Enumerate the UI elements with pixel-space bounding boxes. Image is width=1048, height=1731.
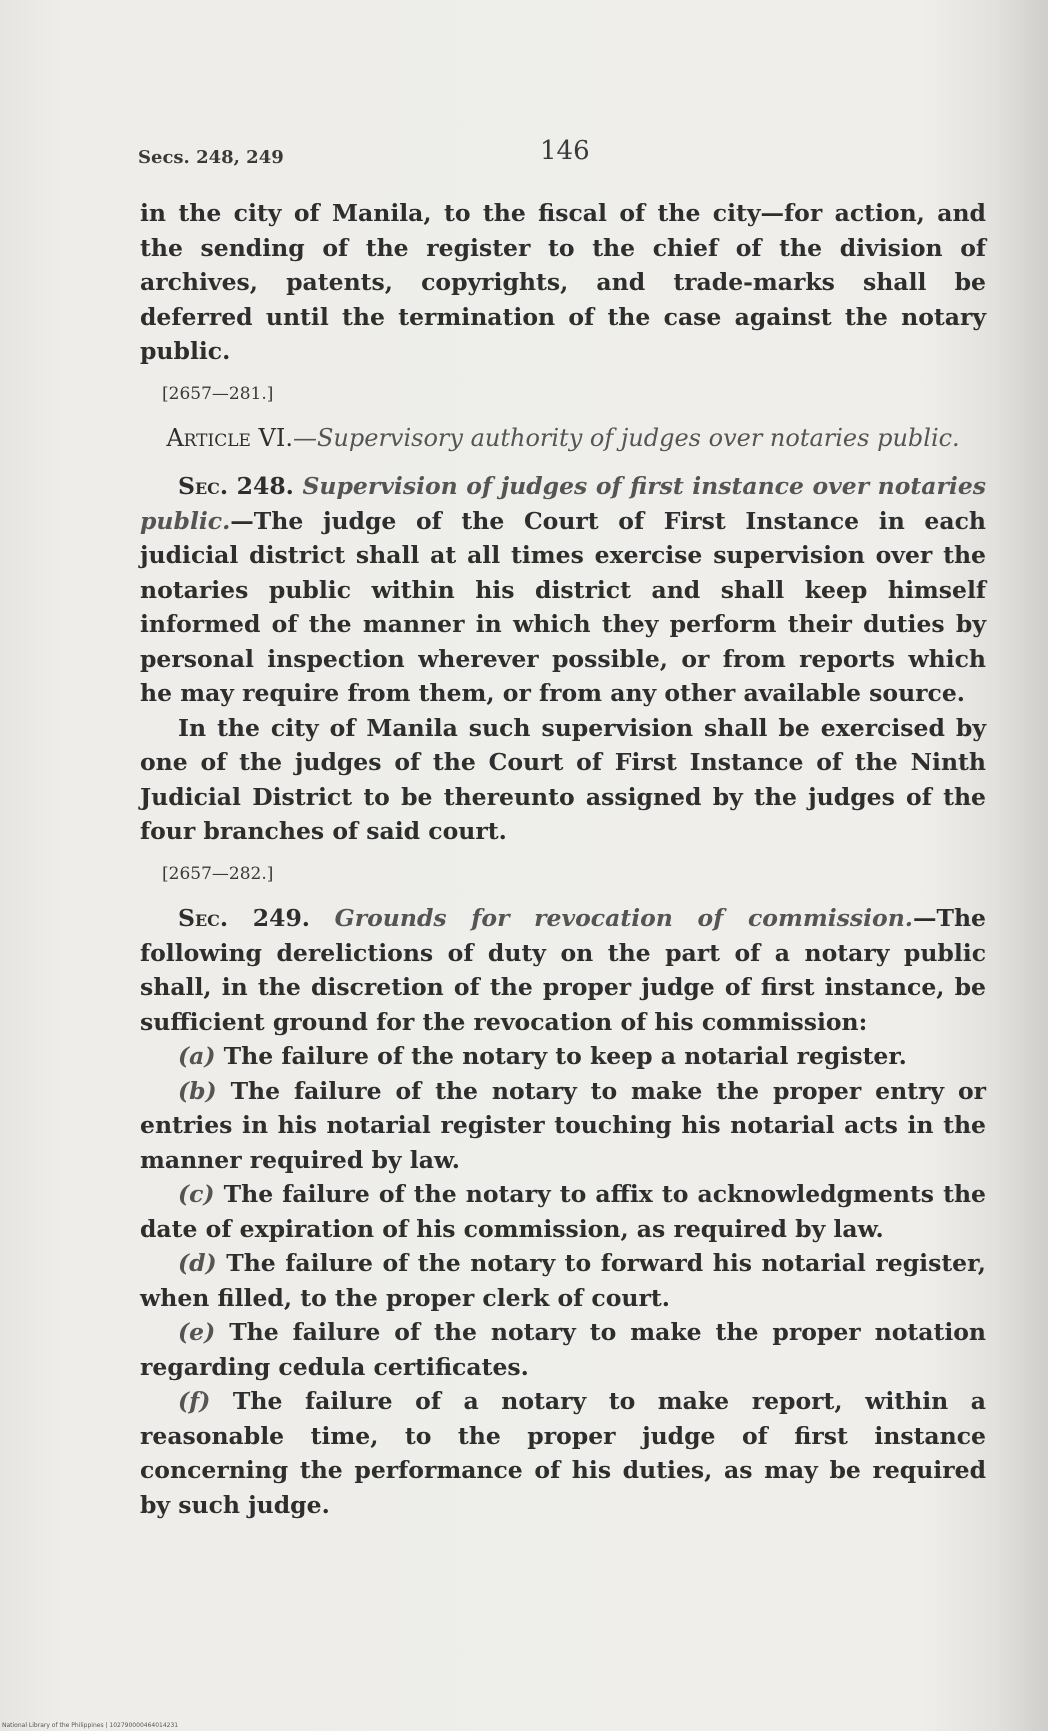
dereliction-item	[140, 1039, 986, 1074]
page-content	[140, 196, 986, 1522]
article-heading	[140, 421, 986, 455]
section-248-manila-paragraph: In the city of Manila such supervision shall be exercised by one of the judges of the Court of First Instance of the Ninth Judicial District to be thereunto assigned by the judges of the four branches of said court.	[140, 713, 986, 845]
dereliction-item	[140, 1384, 986, 1522]
item-text-a: The failure of the notary to keep a notarial register.	[223, 1042, 907, 1070]
item-text-d: The failure of the notary to forward his notarial register, when filled, to the proper clerk of court.	[140, 1249, 986, 1312]
item-text-e: The failure of the notary to make the proper notation regarding cedula certificates.	[140, 1318, 987, 1381]
dereliction-item	[140, 1246, 986, 1315]
article-label: Article VI.	[166, 424, 293, 452]
section-range-header: Secs. 248, 249	[138, 147, 284, 168]
section-248-body: —The judge of the Court of First Instance in each judicial district shall at all times exercise supervision over the notaries public within his district and shall keep himself informed of the manner in which they perform their duties by personal inspection wherever possible, or from reports which he may require from them, or from any other available source.	[140, 506, 986, 707]
item-marker-a: (a)	[178, 1042, 216, 1070]
continuation-paragraph: in the city of Manila, to the fiscal of the city—for action, and the sending of the register to the chief of the division of archives, patents, copyrights, and trade-marks shall be deferred until the termination of the case against the notary public.	[140, 199, 986, 365]
dereliction-item	[140, 1177, 986, 1246]
item-marker-d: (d)	[178, 1249, 217, 1277]
citation-2657-281: [2657—281.]	[162, 383, 274, 404]
page-number: 146	[540, 136, 590, 166]
section-249-paragraph	[140, 901, 986, 1039]
section-248-label: Sec. 248.	[178, 472, 294, 500]
item-text-b: The failure of the notary to make the proper entry or entries in his notarial register touching his notarial acts in the manner required by law.	[140, 1076, 987, 1174]
section-249-label: Sec. 249.	[178, 904, 310, 932]
item-marker-e: (e)	[178, 1318, 216, 1346]
article-title: —Supervisory authority of judges over notaries public.	[292, 424, 960, 452]
section-248-title: Supervision of judges of first instance over notaries public.	[140, 472, 987, 535]
item-marker-c: (c)	[178, 1180, 215, 1208]
section-248-paragraph	[140, 469, 986, 711]
item-text-f: The failure of a notary to make report, within a reasonable time, to the proper judge of first instance concerning the performance of his duties, as may be required by such judge.	[140, 1387, 986, 1519]
section-249-intro: —The following derelictions of duty on the part of a notary public shall, in the discretion of the proper judge of first instance, be sufficient ground for the revocation of his commission:	[140, 904, 987, 1036]
item-text-c: The failure of the notary to affix to acknowledgments the date of expiration of his commission, as required by law.	[140, 1180, 987, 1243]
citation-2657-282: [2657—282.]	[162, 863, 274, 884]
dereliction-item	[140, 1315, 986, 1384]
item-marker-f: (f)	[178, 1387, 211, 1415]
scan-footer: National Library of the Philippines | 102790000464014231	[2, 1722, 179, 1729]
item-marker-b: (b)	[178, 1076, 217, 1105]
section-249-title: Grounds for revocation of commission.	[334, 904, 913, 932]
dereliction-item	[140, 1074, 986, 1178]
